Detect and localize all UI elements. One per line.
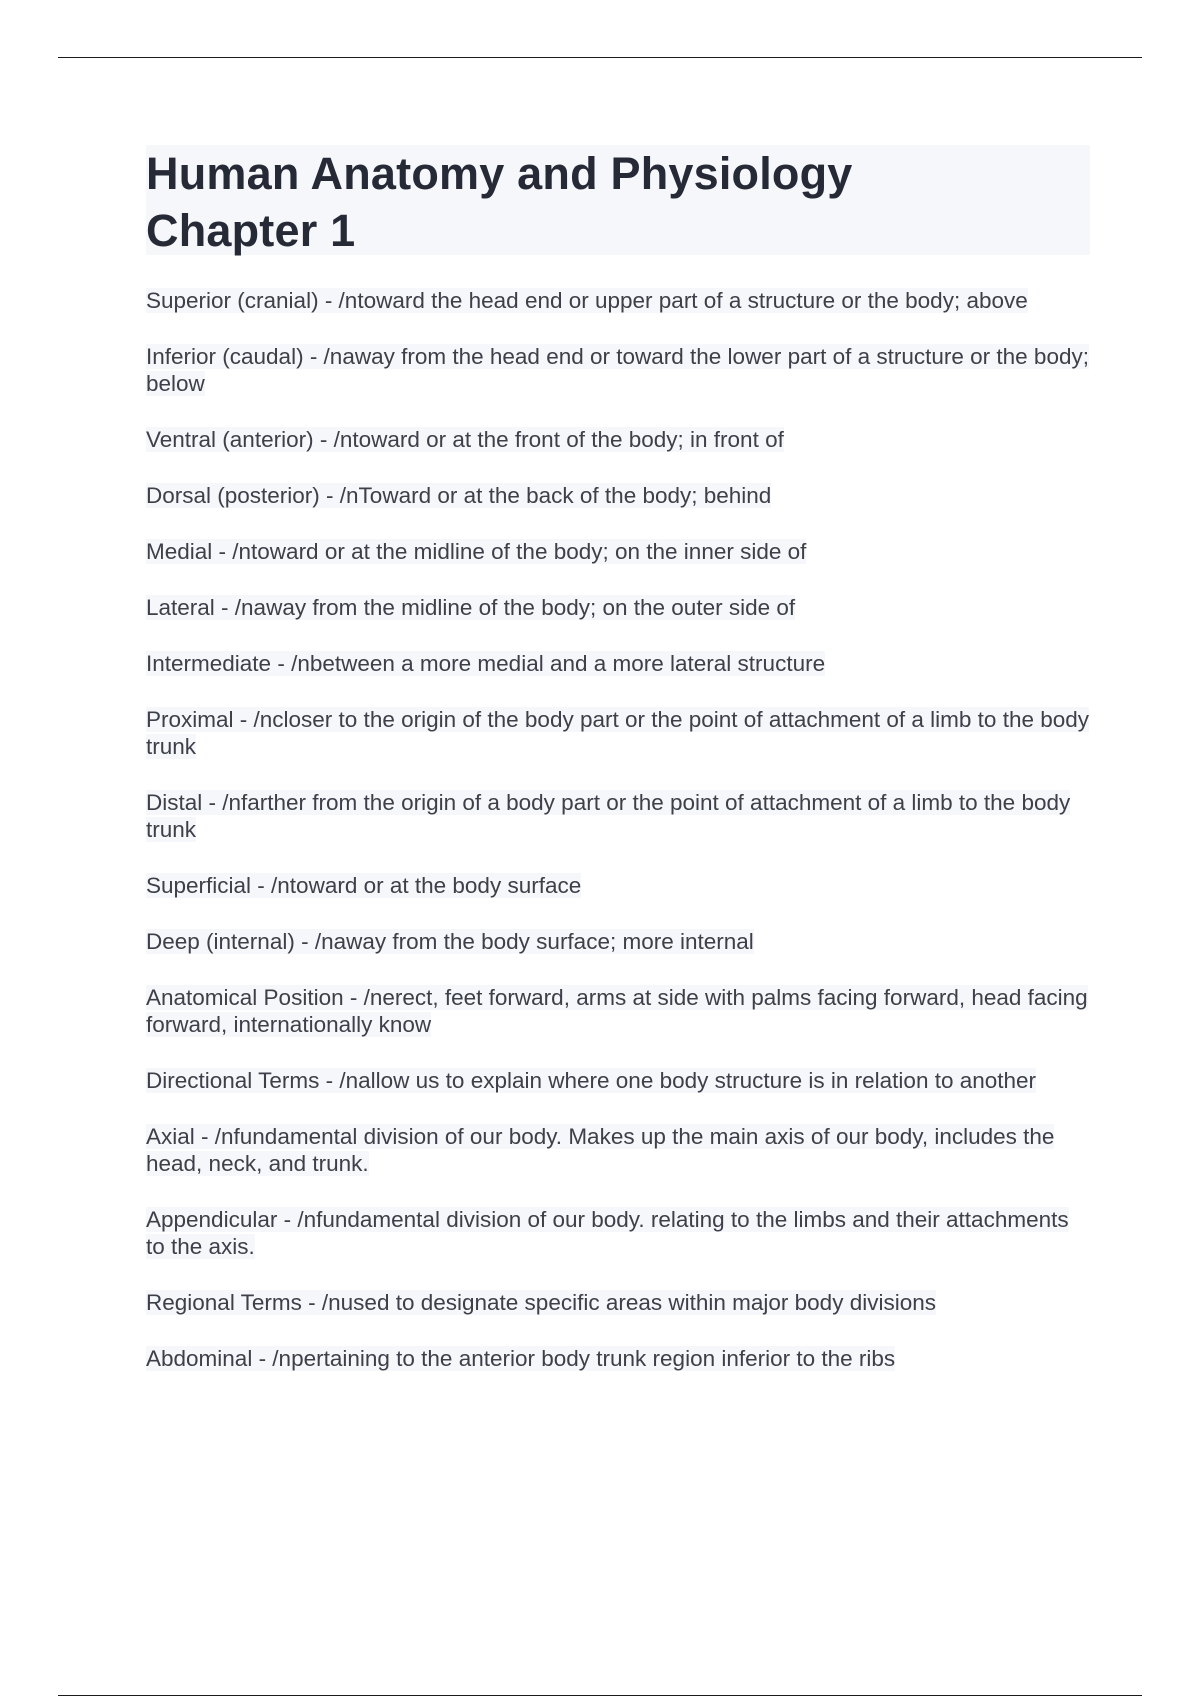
term-distal: Distal - /nfarther from the origin of a body part or the point of attachment of a limb to the body trunk	[146, 790, 1071, 842]
term-regional-terms: Regional Terms - /nused to designate specific areas within major body divisions	[146, 1290, 936, 1315]
term-lateral: Lateral - /naway from the midline of the body; on the outer side of	[146, 595, 796, 620]
term-axial: Axial - /nfundamental division of our body. Makes up the main axis of our body, includes the head, neck, and trunk.	[146, 1124, 1055, 1176]
title-block	[146, 145, 1090, 255]
page-title	[146, 145, 1086, 259]
term-superficial: Superficial - /ntoward or at the body surface	[146, 873, 582, 898]
term-ventral: Ventral (anterior) - /ntoward or at the front of the body; in front of	[146, 427, 784, 452]
term-deep: Deep (internal) - /naway from the body surface; more internal	[146, 929, 754, 954]
title-line-1: Human Anatomy and Physiology	[146, 148, 853, 199]
term-medial: Medial - /ntoward or at the midline of the body; on the inner side of	[146, 539, 807, 564]
title-line-2: Chapter 1	[146, 205, 356, 256]
term-list	[146, 287, 1090, 1372]
document-content	[146, 145, 1090, 1401]
term-intermediate: Intermediate - /nbetween a more medial and a more lateral structure	[146, 651, 826, 676]
term-directional-terms: Directional Terms - /nallow us to explain where one body structure is in relation to another	[146, 1068, 1037, 1093]
term-anatomical-position: Anatomical Position - /nerect, feet forward, arms at side with palms facing forward, head facing forward, internationally know	[146, 985, 1088, 1037]
term-appendicular: Appendicular - /nfundamental division of our body. relating to the limbs and their attachments to the axis.	[146, 1207, 1069, 1259]
top-rule	[58, 57, 1142, 58]
bottom-rule	[58, 1695, 1142, 1696]
term-superior: Superior (cranial) - /ntoward the head end or upper part of a structure or the body; above	[146, 288, 1028, 313]
term-proximal: Proximal - /ncloser to the origin of the body part or the point of attachment of a limb to the body trunk	[146, 707, 1090, 759]
term-dorsal: Dorsal (posterior) - /nToward or at the back of the body; behind	[146, 483, 772, 508]
term-inferior: Inferior (caudal) - /naway from the head end or toward the lower part of a structure or the body; below	[146, 344, 1089, 396]
term-abdominal: Abdominal - /npertaining to the anterior body trunk region inferior to the ribs	[146, 1346, 896, 1371]
